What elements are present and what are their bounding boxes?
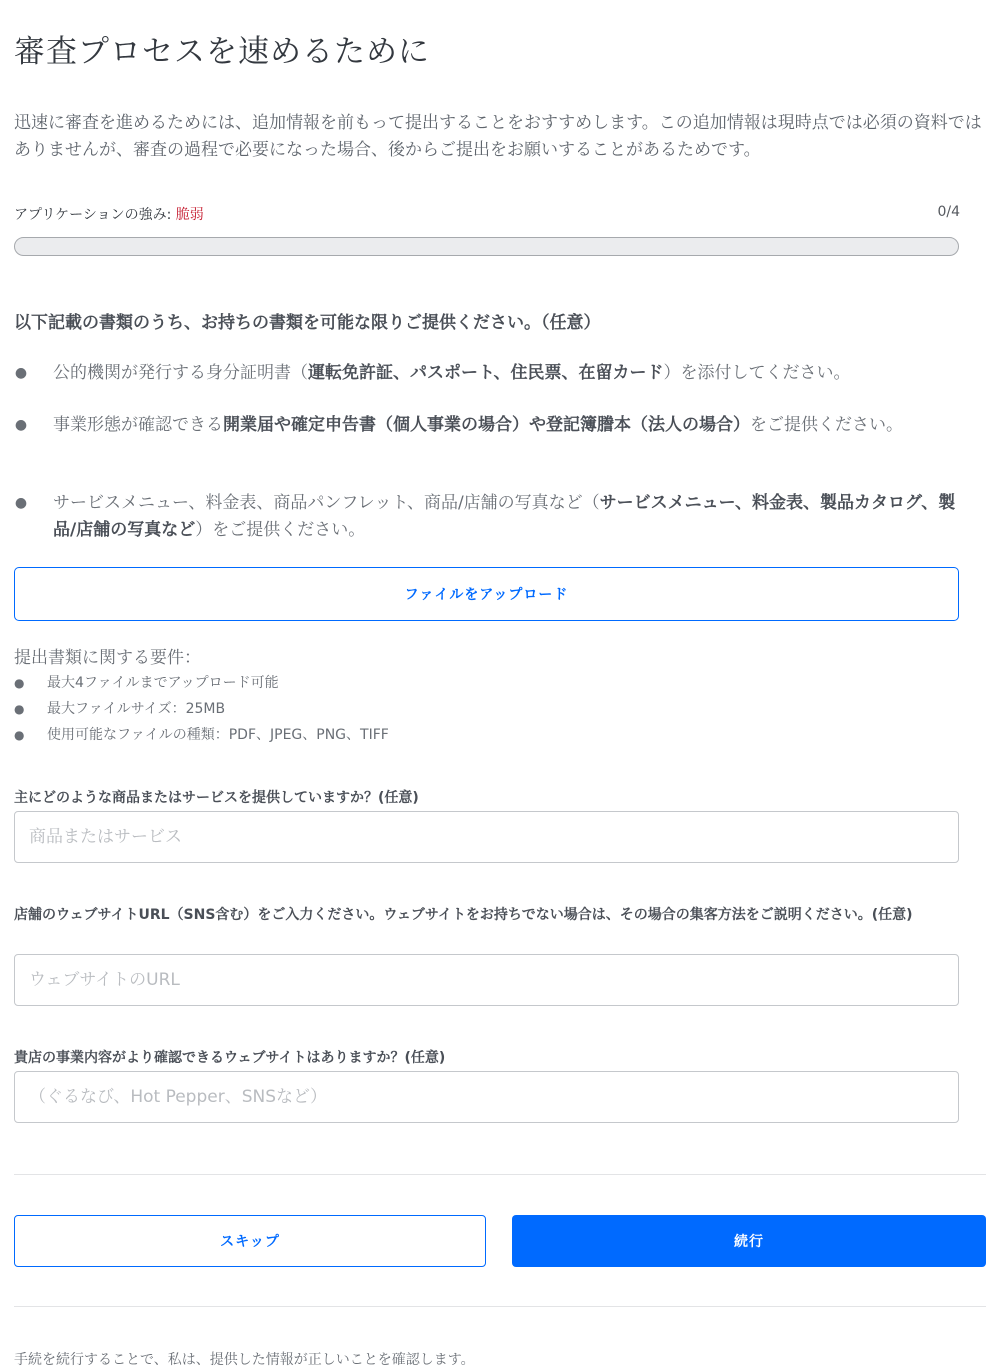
website-url-input[interactable] xyxy=(14,954,959,1006)
requirements-title: 提出書類に関する要件： xyxy=(14,648,201,668)
requirement-text: 最大ファイルサイズ：25MB xyxy=(47,701,226,717)
product-input[interactable] xyxy=(14,811,959,863)
requirement-item xyxy=(14,698,225,718)
intro-text: 迅速に審査を進めるためには、追加情報を前もって提出することをおすすめします。この追加情報は現時点では必須の資料ではありませんが、審査の過程で必要になった場合、後からご提出をお願いすることがあるためです。 xyxy=(14,113,982,160)
strength-label: アプリケーションの強み: xyxy=(14,207,172,223)
confirmation-note: 手続を続行することで、私は、提供した情報が正しいことを確認します。 xyxy=(14,1352,475,1368)
strength-progress-bar xyxy=(14,237,959,256)
bullet-icon: ● xyxy=(14,676,25,690)
continue-button[interactable]: 続行 xyxy=(512,1215,986,1267)
documents-heading: 以下記載の書類のうち、お持ちの書類を可能な限りご提供ください。（任意） xyxy=(14,313,601,333)
reference-site-field-label: 貴店の事業内容がより確認できるウェブサイトはありますか？(任意) xyxy=(14,1050,446,1066)
reference-site-input[interactable] xyxy=(14,1071,959,1123)
website-field-label: 店舗のウェブサイトURL（SNS含む）をご入力ください。ウェブサイトをお持ちでない場合は、その場合の集客方法をご説明ください。(任意) xyxy=(14,907,913,923)
upload-file-button[interactable]: ファイルをアップロード xyxy=(14,567,959,621)
doc-text-pre: 事業形態が確認できる xyxy=(53,415,223,435)
doc-text-pre: 公的機関が発行する身分証明書（ xyxy=(53,363,308,383)
bullet-icon: ● xyxy=(14,702,25,716)
strength-value: 脆弱 xyxy=(175,207,204,223)
requirement-text: 使用可能なファイルの種類：PDF、JPEG、PNG、TIFF xyxy=(47,727,389,743)
document-item-id xyxy=(14,360,960,387)
product-field-label: 主にどのような商品またはサービスを提供していますか？(任意) xyxy=(14,790,419,806)
divider xyxy=(14,1306,986,1307)
requirement-text: 最大4ファイルまでアップロード可能 xyxy=(47,675,279,691)
doc-text-bold: 運転免許証、パスポート、住民票、在留カード xyxy=(308,363,664,383)
divider xyxy=(14,1174,986,1175)
doc-text-post: ）をご提供ください。 xyxy=(195,520,366,540)
bullet-icon: ● xyxy=(14,365,28,381)
skip-button[interactable]: スキップ xyxy=(14,1215,486,1267)
strength-label-wrap xyxy=(14,204,204,224)
doc-text-bold: サービスメニュー、料金表、製品カタログ、製品/店舗の写真など xyxy=(53,493,956,540)
bullet-icon: ● xyxy=(14,417,28,433)
page-title: 審査プロセスを速めるために xyxy=(14,34,430,70)
requirement-item xyxy=(14,672,279,692)
requirement-item xyxy=(14,724,389,744)
application-strength xyxy=(14,204,960,226)
doc-text-pre: サービスメニュー、料金表、商品パンフレット、商品/店舗の写真など（ xyxy=(53,493,600,513)
doc-text-post: をご提供ください。 xyxy=(750,415,903,435)
document-item-business xyxy=(14,412,960,439)
doc-text-post: ）を添付してください。 xyxy=(663,363,851,383)
bullet-icon: ● xyxy=(14,495,28,511)
document-item-service xyxy=(14,490,960,544)
bullet-icon: ● xyxy=(14,728,25,742)
doc-text-bold: 開業届や確定申告書（個人事業の場合）や登記簿謄本（法人の場合） xyxy=(223,415,750,435)
strength-count: 0/4 xyxy=(937,204,960,220)
